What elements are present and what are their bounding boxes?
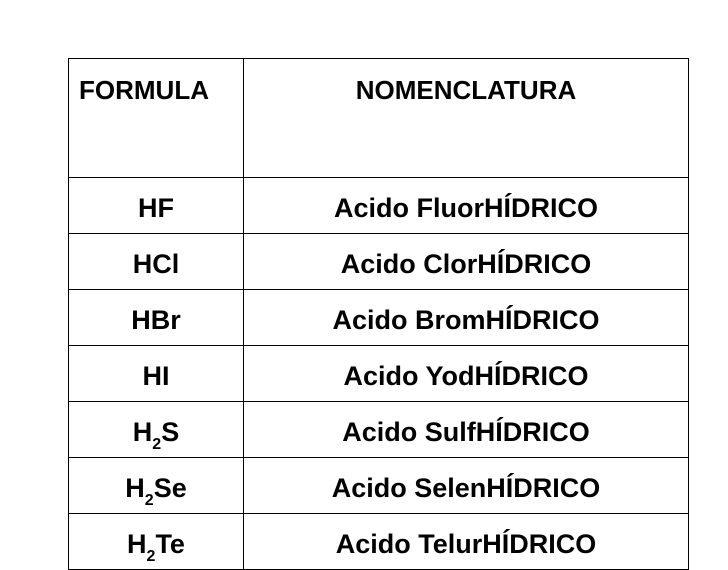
header-row	[69, 59, 689, 178]
table-row	[69, 514, 689, 570]
formula-subscript: 2	[152, 436, 162, 453]
formula-text: HBr	[131, 305, 181, 335]
name-cell: Acido BromHÍDRICO	[244, 290, 689, 346]
table-row	[69, 234, 689, 290]
name-cell: Acido SelenHÍDRICO	[244, 458, 689, 514]
formula-text: HF	[138, 193, 174, 223]
name-cell: Acido FluorHÍDRICO	[244, 178, 689, 234]
name-cell: Acido TelurHÍDRICO	[244, 514, 689, 570]
name-cell: Acido YodHÍDRICO	[244, 346, 689, 402]
formula-subscript: 2	[144, 492, 154, 509]
table-row	[69, 402, 689, 458]
formula-element: H	[125, 473, 145, 503]
acid-nomenclature-table	[68, 58, 689, 570]
formula-text: HCl	[132, 249, 180, 279]
table-row	[69, 290, 689, 346]
table-row	[69, 458, 689, 514]
formula-header: FORMULA	[69, 59, 244, 178]
formula-element: Se	[153, 473, 187, 503]
name-cell: Acido SulfHÍDRICO	[244, 402, 689, 458]
formula-element: H	[132, 417, 153, 447]
formula-cell	[69, 402, 244, 458]
formula-element: H	[127, 529, 147, 559]
formula-subscript: 2	[146, 548, 156, 565]
name-cell: Acido ClorHÍDRICO	[244, 234, 689, 290]
formula-cell	[69, 234, 244, 290]
formula-element: Te	[155, 529, 185, 559]
formula-cell	[69, 514, 244, 570]
formula-element: S	[161, 417, 180, 447]
formula-cell	[69, 178, 244, 234]
table-row	[69, 178, 689, 234]
nomenclatura-header: NOMENCLATURA	[244, 59, 689, 178]
formula-cell	[69, 458, 244, 514]
formula-text: HI	[142, 361, 170, 391]
formula-cell	[69, 290, 244, 346]
formula-cell	[69, 346, 244, 402]
table-row	[69, 346, 689, 402]
